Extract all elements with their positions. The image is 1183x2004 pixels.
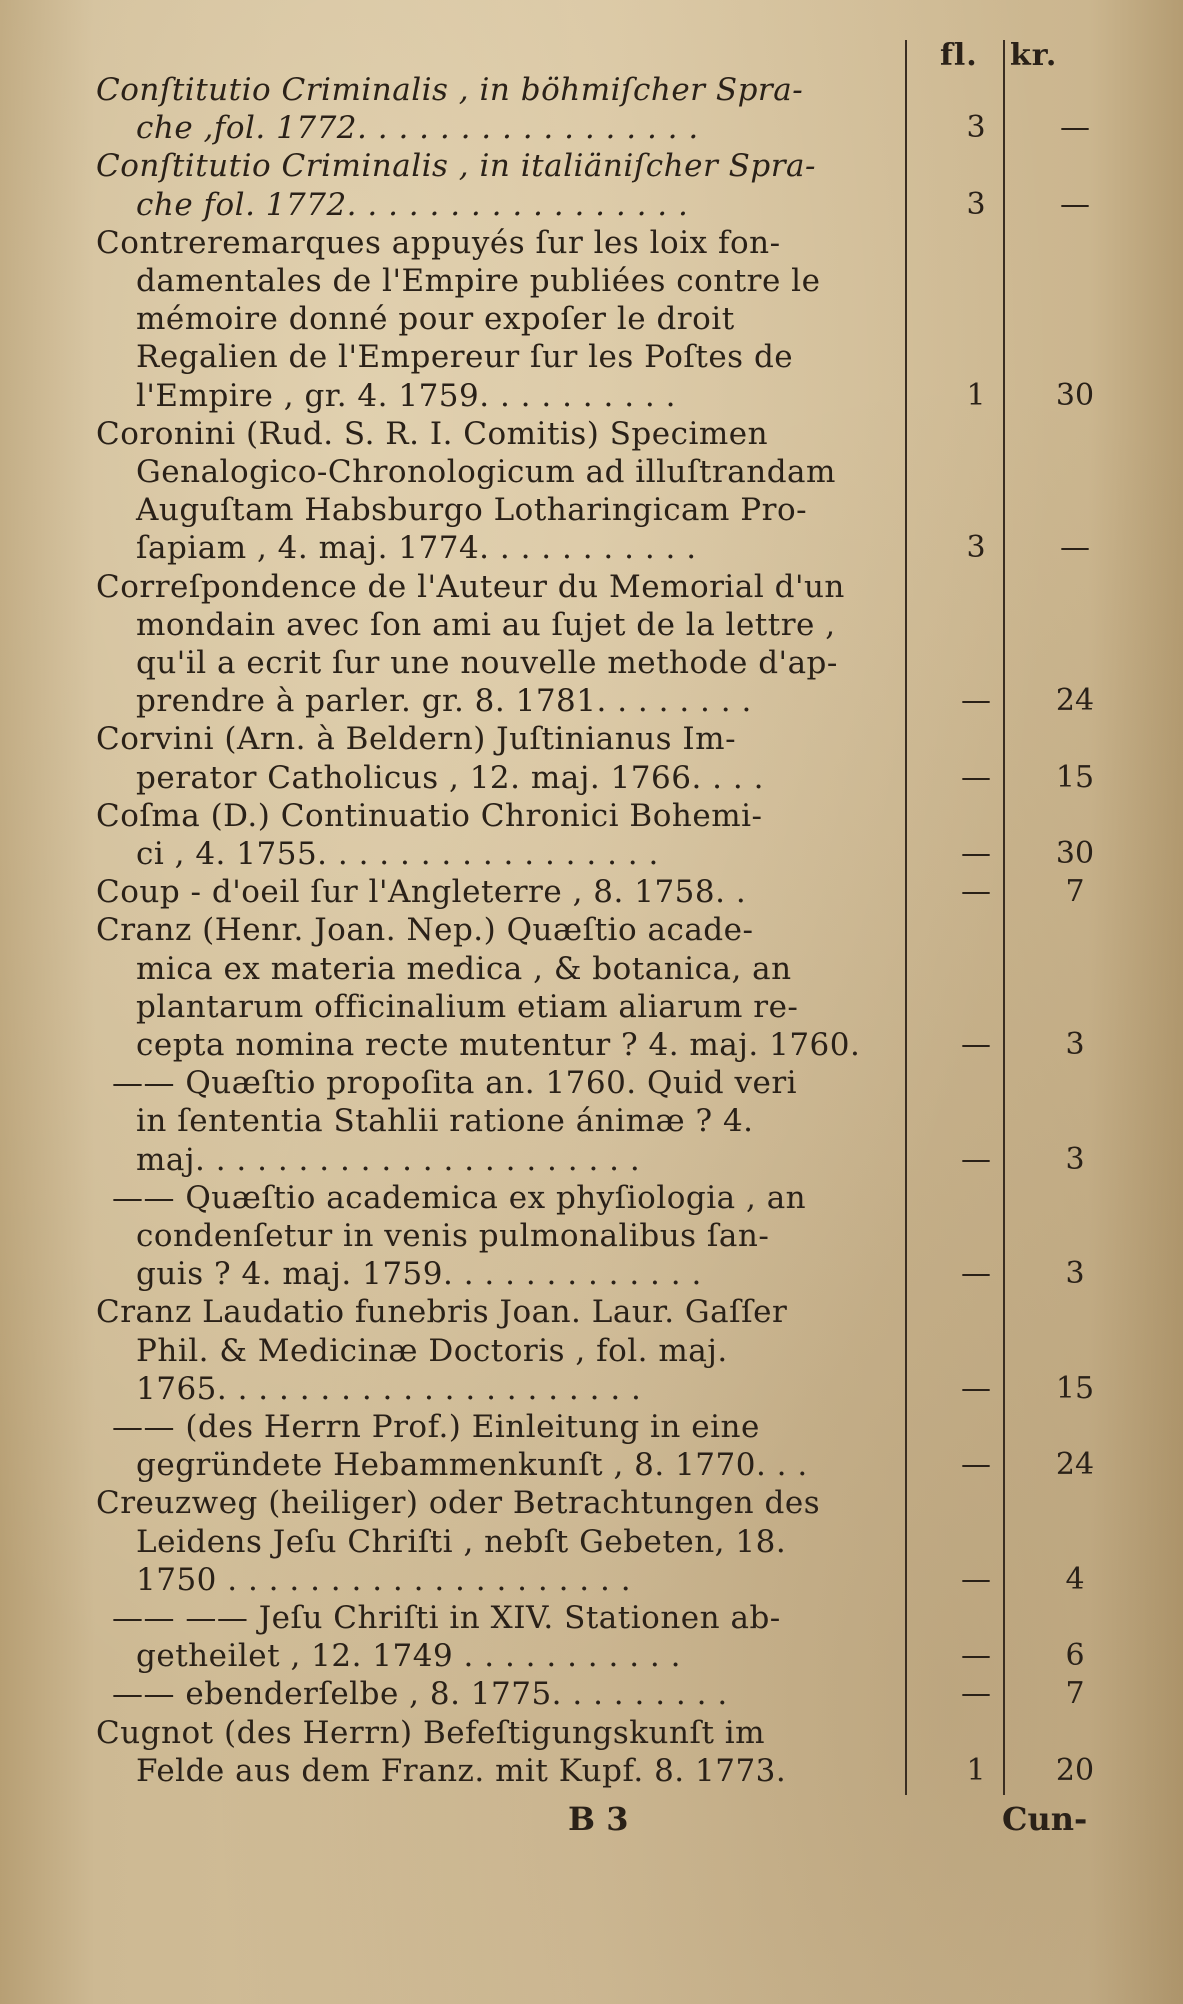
entry-continuation-line: 1765. . . . . . . . . . . . . . . . . . . . .: [136, 1370, 642, 1407]
entry-continuation-line: mica ex materia medica , & botanica, an: [136, 950, 792, 987]
entry-continuation-line: Genalogico-Chronologicum ad illuſtrandam: [136, 454, 836, 490]
entry-title-line: —— (des Herrn Prof.) Einleitung in eine: [112, 1409, 760, 1445]
entry-title-line: Conſtitutio Criminalis , in italiäniſcher Spra-: [96, 148, 816, 185]
entry-title-line: —— Quæſtio propoſita an. 1760. Quid veri: [112, 1065, 798, 1102]
entry-continuation-line: damentales de l'Empire publiées contre le: [136, 263, 821, 299]
column-header-fl: fl.: [940, 38, 978, 73]
entry-title-line: Cugnot (des Herrn) Befeſtigungskunſt im: [96, 1714, 766, 1751]
entry-continuation-line: ſapiam , 4. maj. 1774. . . . . . . . . . .: [136, 530, 697, 567]
price-florin: —: [961, 1676, 991, 1712]
entry-title-line: —— —— Jeſu Chriſti in XIV. Stationen ab-: [112, 1600, 781, 1636]
entry-title-line: Correſpondence de l'Auteur du Memorial d'un: [96, 568, 845, 605]
entry-continuation-line: mondain avec ſon ami au ſujet de la lettre ,: [136, 606, 836, 643]
price-kreuzer: 15: [1055, 1370, 1095, 1406]
price-kreuzer: 30: [1055, 836, 1095, 871]
price-florin: —: [961, 874, 991, 910]
entry-title-line: Coſma (D.) Continuatio Chronici Bohemi-: [96, 797, 763, 834]
price-florin: 3: [966, 530, 986, 566]
entry-continuation-line: qu'il a ecrit ſur une nouvelle methode d'ap-: [136, 645, 838, 681]
price-florin: —: [961, 1638, 991, 1674]
column-rule-left: [905, 40, 907, 1795]
entry-continuation-line: Auguſtam Habsburgo Lotharingicam Pro-: [136, 492, 808, 529]
entry-continuation-line: getheilet , 12. 1749 . . . . . . . . . . .: [136, 1638, 681, 1675]
entry-title-line: Creuzweg (heiliger) oder Betrachtungen des: [96, 1485, 821, 1522]
price-kreuzer: 6: [1065, 1638, 1085, 1674]
price-florin: 3: [966, 110, 986, 146]
price-kreuzer: 20: [1055, 1752, 1095, 1788]
entry-continuation-line: condenſetur in venis pulmonalibus ſan-: [136, 1218, 770, 1254]
price-florin: —: [961, 1370, 991, 1406]
entry-continuation-line: Leidens Jeſu Chriſti , nebſt Gebeten, 18.: [136, 1523, 787, 1560]
price-kreuzer: 4: [1065, 1561, 1085, 1597]
entry-continuation-line: che fol. 1772. . . . . . . . . . . . . . . . .: [136, 186, 689, 223]
entry-continuation-line: l'Empire , gr. 4. 1759. . . . . . . . . .: [136, 377, 676, 414]
price-kreuzer: 15: [1055, 759, 1095, 795]
price-kreuzer: 30: [1055, 377, 1095, 413]
entry-continuation-line: in ſententia Stahlii ratione ánimæ ? 4.: [136, 1103, 754, 1140]
entry-continuation-line: prendre à parler. gr. 8. 1781. . . . . . . .: [136, 683, 752, 720]
price-kreuzer: —: [1060, 530, 1090, 566]
entry-title-line: —— ebenderſelbe , 8. 1775. . . . . . . . .: [112, 1676, 728, 1713]
entry-continuation-line: gegründete Hebammenkunſt , 8. 1770. . .: [136, 1447, 808, 1484]
price-kreuzer: —: [1060, 186, 1090, 222]
entry-title-line: Coup - d'oeil ſur l'Angleterre , 8. 1758. .: [96, 874, 747, 911]
price-kreuzer: 24: [1055, 683, 1095, 719]
entry-title-line: Cranz (Henr. Joan. Nep.) Quæſtio acade-: [96, 912, 754, 949]
entry-title-line: Coronini (Rud. S. R. I. Comitis) Specimen: [96, 415, 769, 452]
entry-continuation-line: Phil. & Medicinæ Doctoris , fol. maj.: [136, 1332, 728, 1369]
price-florin: —: [961, 1027, 991, 1062]
entry-continuation-line: Regalien de l'Empereur ſur les Poſtes de: [136, 339, 794, 376]
price-florin: —: [961, 1256, 991, 1292]
price-florin: 3: [966, 186, 986, 222]
price-florin: —: [961, 759, 991, 795]
entry-title-line: Conſtitutio Criminalis , in böhmiſcher Spra-: [96, 72, 804, 108]
entry-continuation-line: cepta nomina recte mutentur ? 4. maj. 1760.: [136, 1027, 861, 1063]
entry-continuation-line: maj. . . . . . . . . . . . . . . . . . . . . .: [136, 1141, 641, 1178]
entry-title-line: Contreremarques appuyés ſur les loix fon-: [96, 224, 781, 261]
entry-continuation-line: plantarum officinalium etiam aliarum re-: [136, 988, 799, 1025]
price-kreuzer: 7: [1065, 1676, 1085, 1712]
signature-mark: B 3: [568, 1800, 629, 1838]
entry-title-line: —— Quæſtio academica ex phyſiologia , an: [112, 1179, 807, 1216]
price-kreuzer: —: [1060, 110, 1090, 146]
entry-title-line: Cranz Laudatio funebris Joan. Laur. Gaſſer: [96, 1294, 788, 1331]
price-florin: 1: [966, 377, 986, 413]
price-florin: —: [961, 1561, 991, 1597]
price-florin: 1: [966, 1752, 986, 1788]
entry-continuation-line: mémoire donné pour expoſer le droit: [136, 301, 735, 338]
price-florin: —: [961, 836, 991, 871]
price-kreuzer: 3: [1065, 1141, 1085, 1177]
entry-continuation-line: 1750 . . . . . . . . . . . . . . . . . . . .: [136, 1561, 632, 1598]
entry-continuation-line: ci , 4. 1755. . . . . . . . . . . . . . . . .: [136, 836, 659, 872]
price-florin: —: [961, 1447, 991, 1483]
catchword: Cun-: [1002, 1800, 1088, 1838]
price-kreuzer: 3: [1065, 1027, 1085, 1062]
price-florin: —: [961, 1141, 991, 1177]
column-header-kr: kr.: [1010, 38, 1058, 73]
entry-continuation-line: che ,fol. 1772. . . . . . . . . . . . . . . . .: [136, 110, 699, 147]
entry-continuation-line: guis ? 4. maj. 1759. . . . . . . . . . . . .: [136, 1256, 702, 1293]
entry-continuation-line: perator Catholicus , 12. maj. 1766. . . .: [136, 759, 764, 796]
price-kreuzer: 3: [1065, 1256, 1085, 1292]
price-florin: —: [961, 683, 991, 719]
column-rule-middle: [1003, 40, 1005, 1795]
entry-continuation-line: Felde aus dem Franz. mit Kupf. 8. 1773.: [136, 1752, 787, 1789]
entry-title-line: Corvini (Arn. à Beldern) Juſtinianus Im-: [96, 721, 737, 758]
price-kreuzer: 24: [1055, 1447, 1095, 1483]
price-kreuzer: 7: [1065, 874, 1085, 910]
